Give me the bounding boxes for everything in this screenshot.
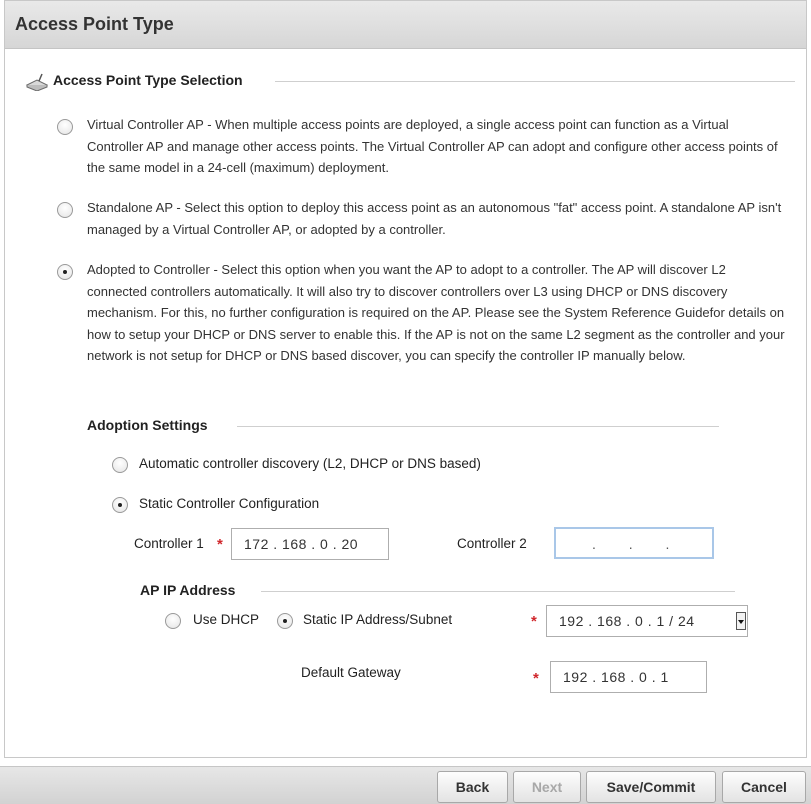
- default-gateway-label: Default Gateway: [301, 665, 401, 680]
- controller2-ip-input[interactable]: . . .: [554, 527, 714, 559]
- next-button[interactable]: Next: [513, 771, 581, 803]
- option-standalone-text: Standalone AP - Select this option to deploy this access point as an autonomous "fat" access point. A standalone AP isn't managed by a Virtual Controller AP, or adopted by a controller.: [87, 200, 782, 237]
- automatic-discovery-label: Automatic controller discovery (L2, DHCP or DNS based): [139, 456, 481, 471]
- chevron-down-icon[interactable]: [736, 612, 746, 630]
- access-point-type-panel: [4, 0, 807, 758]
- static-ip-required-mark: *: [531, 613, 537, 630]
- radio-adopted-to-controller[interactable]: [57, 264, 73, 280]
- controller2-label: Controller 2: [457, 536, 527, 551]
- use-dhcp-label: Use DHCP: [193, 612, 260, 627]
- static-controller-label: Static Controller Configuration: [139, 496, 320, 511]
- controller1-ip-input[interactable]: 172 . 168 . 0 . 20: [231, 528, 389, 560]
- section-divider: [275, 81, 795, 82]
- ap-ip-divider: [261, 591, 735, 592]
- static-ip-input[interactable]: [546, 605, 748, 637]
- adoption-settings-title: Adoption Settings: [87, 417, 208, 433]
- panel-header: [5, 1, 806, 49]
- radio-use-dhcp[interactable]: [165, 613, 181, 629]
- gateway-required-mark: *: [533, 670, 539, 687]
- adoption-divider: [237, 426, 719, 427]
- default-gateway-input[interactable]: 192 . 168 . 0 . 1: [550, 661, 707, 693]
- ap-ip-address-title: AP IP Address: [140, 582, 236, 598]
- save-commit-button[interactable]: Save/Commit: [586, 771, 716, 803]
- back-button[interactable]: Back: [437, 771, 508, 803]
- controller1-required-mark: *: [217, 536, 223, 553]
- controller1-label: Controller 1: [134, 536, 204, 551]
- radio-automatic-discovery[interactable]: [112, 457, 128, 473]
- radio-static-controller[interactable]: [112, 497, 128, 513]
- footer-toolbar: [0, 766, 811, 804]
- radio-static-ip[interactable]: [277, 613, 293, 629]
- option-adopted-text: Adopted to Controller - Select this option when you want the AP to adopt to a controller. The AP will discover L2 connected controllers automatically. It will also try to discover controllers over L3 using DHCP or DNS discovery mechanism. For this, no further configuration is required on the AP. Please see the System Reference Guidefor details on how to setup your DHCP or DNS server to enable this. If the AP is not on the same L2 segment as the controller and your network is not setup for DHCP or DNS based discover, you can specify the controller IP manually below.: [87, 262, 785, 363]
- radio-virtual-controller[interactable]: [57, 119, 73, 135]
- access-point-icon: [25, 73, 49, 91]
- page-title: Access Point Type: [15, 14, 174, 34]
- static-ip-value: 192 . 168 . 0 . 1 / 24: [559, 613, 695, 629]
- option-virtual-controller-text: Virtual Controller AP - When multiple access points are deployed, a single access point can function as a Virtual Controller AP and manage other access points. The Virtual Controller AP can adopt and configure other access points of the same model in a 24-cell (maximum) deployment.: [87, 117, 778, 175]
- section-title: Access Point Type Selection: [53, 72, 243, 88]
- static-ip-label: Static IP Address/Subnet: [303, 612, 453, 627]
- radio-standalone[interactable]: [57, 202, 73, 218]
- cancel-button[interactable]: Cancel: [722, 771, 806, 803]
